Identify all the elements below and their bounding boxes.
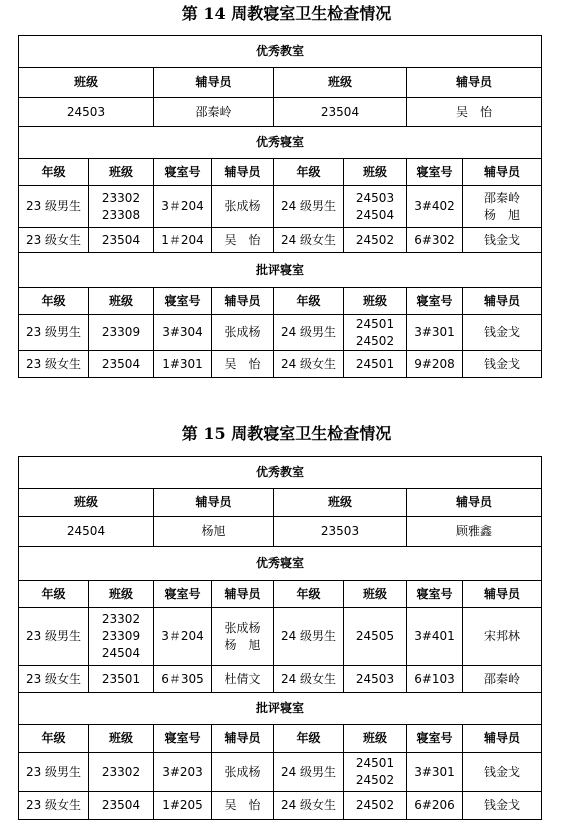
section-row: [19, 127, 542, 159]
cell-line: 杨 旭: [224, 637, 261, 652]
cell-line: 邵秦岭: [484, 190, 521, 205]
column-header: 辅导员: [463, 725, 542, 753]
section-heading: 优秀教室: [19, 36, 542, 68]
cell-line: 张成杨: [224, 325, 261, 339]
cell-line: 6#206: [414, 798, 455, 812]
column-header: 班级: [19, 68, 154, 98]
table-cell: [344, 315, 407, 351]
column-header: 年级: [274, 288, 344, 315]
table-row: [19, 351, 542, 378]
section-heading: 优秀寝室: [19, 127, 542, 159]
table-cell: [19, 315, 89, 351]
cell-line: 张成杨: [224, 620, 261, 635]
table-cell: [19, 608, 89, 666]
table-row: [19, 792, 542, 820]
table-cell: [463, 228, 542, 253]
column-header: 辅导员: [463, 159, 542, 186]
column-header: 辅导员: [463, 581, 542, 608]
header-row: [19, 725, 542, 753]
cell-line: 3＃204: [161, 199, 204, 213]
table-cell: [344, 186, 407, 228]
column-header: 寝室号: [407, 581, 463, 608]
column-header: 寝室号: [154, 725, 212, 753]
table-cell: [212, 228, 274, 253]
section-row: [19, 253, 542, 288]
cell-line: 张成杨: [224, 764, 261, 779]
table-cell: [407, 351, 463, 378]
table-cell: [407, 753, 463, 792]
cell-line: 23302: [101, 612, 141, 626]
table-cell: [274, 753, 344, 792]
column-header: 年级: [19, 581, 89, 608]
cell-line: 24502: [355, 333, 395, 348]
cell-line: 杨 旭: [484, 207, 521, 222]
table-cell: [407, 315, 463, 351]
table-cell: [89, 351, 154, 378]
cell-line: 9#208: [414, 356, 455, 371]
column-header: 辅导员: [212, 581, 274, 608]
column-header: 班级: [344, 581, 407, 608]
cell-line: 23 级女生: [25, 798, 82, 812]
cell-line: 23504: [101, 798, 141, 812]
cell-line: 23 级女生: [25, 671, 82, 686]
table-cell: [212, 666, 274, 693]
table-cell: [344, 666, 407, 693]
table-cell: [407, 666, 463, 693]
cell-line: 钱金戈: [484, 798, 521, 812]
table-cell: [154, 792, 212, 820]
table-cell: [463, 186, 542, 228]
table-cell: [89, 608, 154, 666]
cell-line: 3#301: [414, 764, 455, 779]
cell-line: 23309: [101, 325, 141, 339]
table-cell: [274, 792, 344, 820]
table-cell: 23503: [274, 517, 407, 547]
cell-line: 杜倩文: [224, 671, 261, 686]
table-cell: 顾雅鑫: [407, 517, 542, 547]
table-cell: [274, 315, 344, 351]
inspection-table: [18, 35, 542, 378]
column-header: 年级: [19, 725, 89, 753]
column-header: 辅导员: [212, 159, 274, 186]
cell-line: 张成杨: [224, 199, 261, 213]
column-header: 辅导员: [407, 68, 542, 98]
section-row: [19, 457, 542, 489]
column-header: 班级: [274, 68, 407, 98]
table-row: [19, 186, 542, 228]
cell-line: 6#103: [414, 671, 455, 686]
table-cell: 吴 怡: [407, 98, 542, 127]
cell-line: 23 级男生: [25, 764, 82, 779]
column-header: 寝室号: [407, 725, 463, 753]
column-header: 辅导员: [463, 288, 542, 315]
table-cell: [407, 792, 463, 820]
column-header: 年级: [19, 159, 89, 186]
cell-line: 宋邦林: [484, 629, 521, 643]
cell-line: 24504: [355, 207, 395, 222]
header-row: [19, 159, 542, 186]
cell-line: 钱金戈: [484, 356, 521, 371]
table-cell: [154, 186, 212, 228]
column-header: 班级: [344, 725, 407, 753]
column-header: 年级: [274, 725, 344, 753]
table-cell: [212, 315, 274, 351]
table-cell: [19, 228, 89, 253]
table-cell: [274, 186, 344, 228]
table-cell: [89, 753, 154, 792]
table-cell: 24504: [19, 517, 154, 547]
cell-line: 23 级男生: [25, 325, 82, 339]
cell-line: 23 级女生: [25, 232, 82, 247]
table-cell: [89, 186, 154, 228]
table-row: [19, 315, 542, 351]
table-cell: [274, 608, 344, 666]
table-cell: [463, 315, 542, 351]
cell-line: 钱金戈: [484, 232, 521, 247]
column-header: 寝室号: [154, 581, 212, 608]
table-cell: [89, 792, 154, 820]
column-header: 年级: [274, 159, 344, 186]
column-header: 辅导员: [407, 489, 542, 517]
table-cell: [89, 315, 154, 351]
table-cell: 杨旭: [154, 517, 274, 547]
table-cell: [154, 351, 212, 378]
column-header: 班级: [89, 581, 154, 608]
table-cell: [154, 228, 212, 253]
cell-line: 1#301: [162, 356, 203, 371]
cell-line: 24502: [355, 798, 395, 812]
table-row: [19, 228, 542, 253]
table-cell: [463, 753, 542, 792]
cell-line: 6＃305: [161, 671, 204, 686]
cell-line: 24505: [355, 629, 395, 643]
section-heading: 批评寝室: [19, 253, 542, 288]
header-row: [19, 489, 542, 517]
cell-line: 24503: [355, 190, 395, 205]
column-header: 班级: [89, 159, 154, 186]
cell-line: 23302: [101, 190, 141, 205]
table-cell: [212, 351, 274, 378]
cell-line: 24502: [355, 773, 395, 787]
cell-line: 23501: [101, 671, 141, 686]
cell-line: 24501: [355, 316, 395, 331]
column-header: 辅导员: [154, 68, 274, 98]
cell-line: 24501: [355, 756, 395, 770]
table-cell: 24503: [19, 98, 154, 127]
column-header: 班级: [19, 489, 154, 517]
cell-line: 钱金戈: [484, 325, 521, 339]
column-header: 辅导员: [212, 288, 274, 315]
column-header: 班级: [344, 288, 407, 315]
table-cell: [89, 228, 154, 253]
table-cell: [19, 792, 89, 820]
table-row: [19, 666, 542, 693]
column-header: 班级: [89, 288, 154, 315]
section-row: [19, 693, 542, 725]
table-cell: [463, 351, 542, 378]
cell-line: 吴 怡: [224, 356, 261, 371]
cell-line: 吴 怡: [224, 798, 261, 812]
cell-line: 23 级男生: [25, 629, 82, 643]
cell-line: 23 级男生: [25, 199, 82, 213]
table-cell: [407, 186, 463, 228]
column-header: 寝室号: [154, 288, 212, 315]
table-row: [19, 753, 542, 792]
cell-line: 23504: [101, 356, 141, 371]
table-cell: [274, 351, 344, 378]
section-row: [19, 36, 542, 68]
table-cell: [344, 608, 407, 666]
cell-line: 3#401: [414, 629, 455, 643]
table-cell: [212, 753, 274, 792]
section-heading: 优秀寝室: [19, 547, 542, 581]
cell-line: 24 级男生: [280, 199, 337, 213]
column-header: 班级: [344, 159, 407, 186]
section-heading: 优秀教室: [19, 457, 542, 489]
cell-line: 24 级女生: [280, 671, 337, 686]
cell-line: 24 级女生: [280, 356, 337, 371]
cell-line: 1#205: [162, 798, 203, 812]
table-cell: [19, 753, 89, 792]
table-cell: [212, 186, 274, 228]
table-cell: [274, 666, 344, 693]
table-cell: [344, 351, 407, 378]
cell-line: 24502: [355, 232, 395, 247]
page-title: 第 14 周教寝室卫生检查情况: [181, 4, 392, 23]
column-header: 寝室号: [154, 159, 212, 186]
column-header: 年级: [274, 581, 344, 608]
table-cell: [154, 608, 212, 666]
cell-line: 23302: [101, 764, 141, 779]
cell-line: 24 级男生: [280, 629, 337, 643]
cell-line: 24 级女生: [280, 232, 337, 247]
table-cell: 23504: [274, 98, 407, 127]
cell-line: 24501: [355, 356, 395, 371]
cell-line: 1＃204: [161, 232, 204, 247]
column-header: 辅导员: [154, 489, 274, 517]
cell-line: 3#304: [162, 325, 203, 339]
table-cell: [463, 608, 542, 666]
table-cell: [407, 228, 463, 253]
cell-line: 23308: [101, 207, 141, 222]
table-cell: 邵秦岭: [154, 98, 274, 127]
table-cell: [19, 666, 89, 693]
cell-line: 24504: [101, 646, 141, 660]
cell-line: 24 级男生: [280, 325, 337, 339]
column-header: 寝室号: [407, 288, 463, 315]
table-cell: [407, 608, 463, 666]
table-cell: [344, 753, 407, 792]
cell-line: 邵秦岭: [484, 671, 521, 686]
header-row: [19, 68, 542, 98]
table-cell: [154, 753, 212, 792]
cell-line: 3#301: [414, 325, 455, 339]
table-cell: [89, 666, 154, 693]
cell-line: 23 级女生: [25, 356, 82, 371]
cell-line: 吴 怡: [224, 232, 261, 247]
table-cell: [274, 228, 344, 253]
column-header: 班级: [89, 725, 154, 753]
table-cell: [19, 351, 89, 378]
cell-line: 24 级女生: [280, 798, 337, 812]
section-row: [19, 547, 542, 581]
cell-line: 23504: [101, 232, 141, 247]
column-header: 年级: [19, 288, 89, 315]
table-cell: [19, 186, 89, 228]
table-cell: [212, 792, 274, 820]
inspection-table: [18, 456, 542, 820]
cell-line: 3#402: [414, 199, 455, 213]
table-cell: [463, 792, 542, 820]
table-cell: [154, 666, 212, 693]
cell-line: 3#203: [162, 764, 203, 779]
column-header: 班级: [274, 489, 407, 517]
table-row: [19, 517, 542, 547]
table-row: [19, 98, 542, 127]
page-title: 第 15 周教寝室卫生检查情况: [181, 424, 392, 443]
section-heading: 批评寝室: [19, 693, 542, 725]
table-cell: [463, 666, 542, 693]
cell-line: 24 级男生: [280, 764, 337, 779]
column-header: 辅导员: [212, 725, 274, 753]
cell-line: 23309: [101, 629, 141, 643]
table-cell: [212, 608, 274, 666]
cell-line: 钱金戈: [484, 764, 521, 779]
table-cell: [344, 792, 407, 820]
cell-line: 6#302: [414, 232, 455, 247]
column-header: 寝室号: [407, 159, 463, 186]
cell-line: 24503: [355, 671, 395, 686]
table-cell: [344, 228, 407, 253]
cell-line: 3＃204: [161, 629, 204, 643]
header-row: [19, 288, 542, 315]
table-row: [19, 608, 542, 666]
header-row: [19, 581, 542, 608]
table-cell: [154, 315, 212, 351]
